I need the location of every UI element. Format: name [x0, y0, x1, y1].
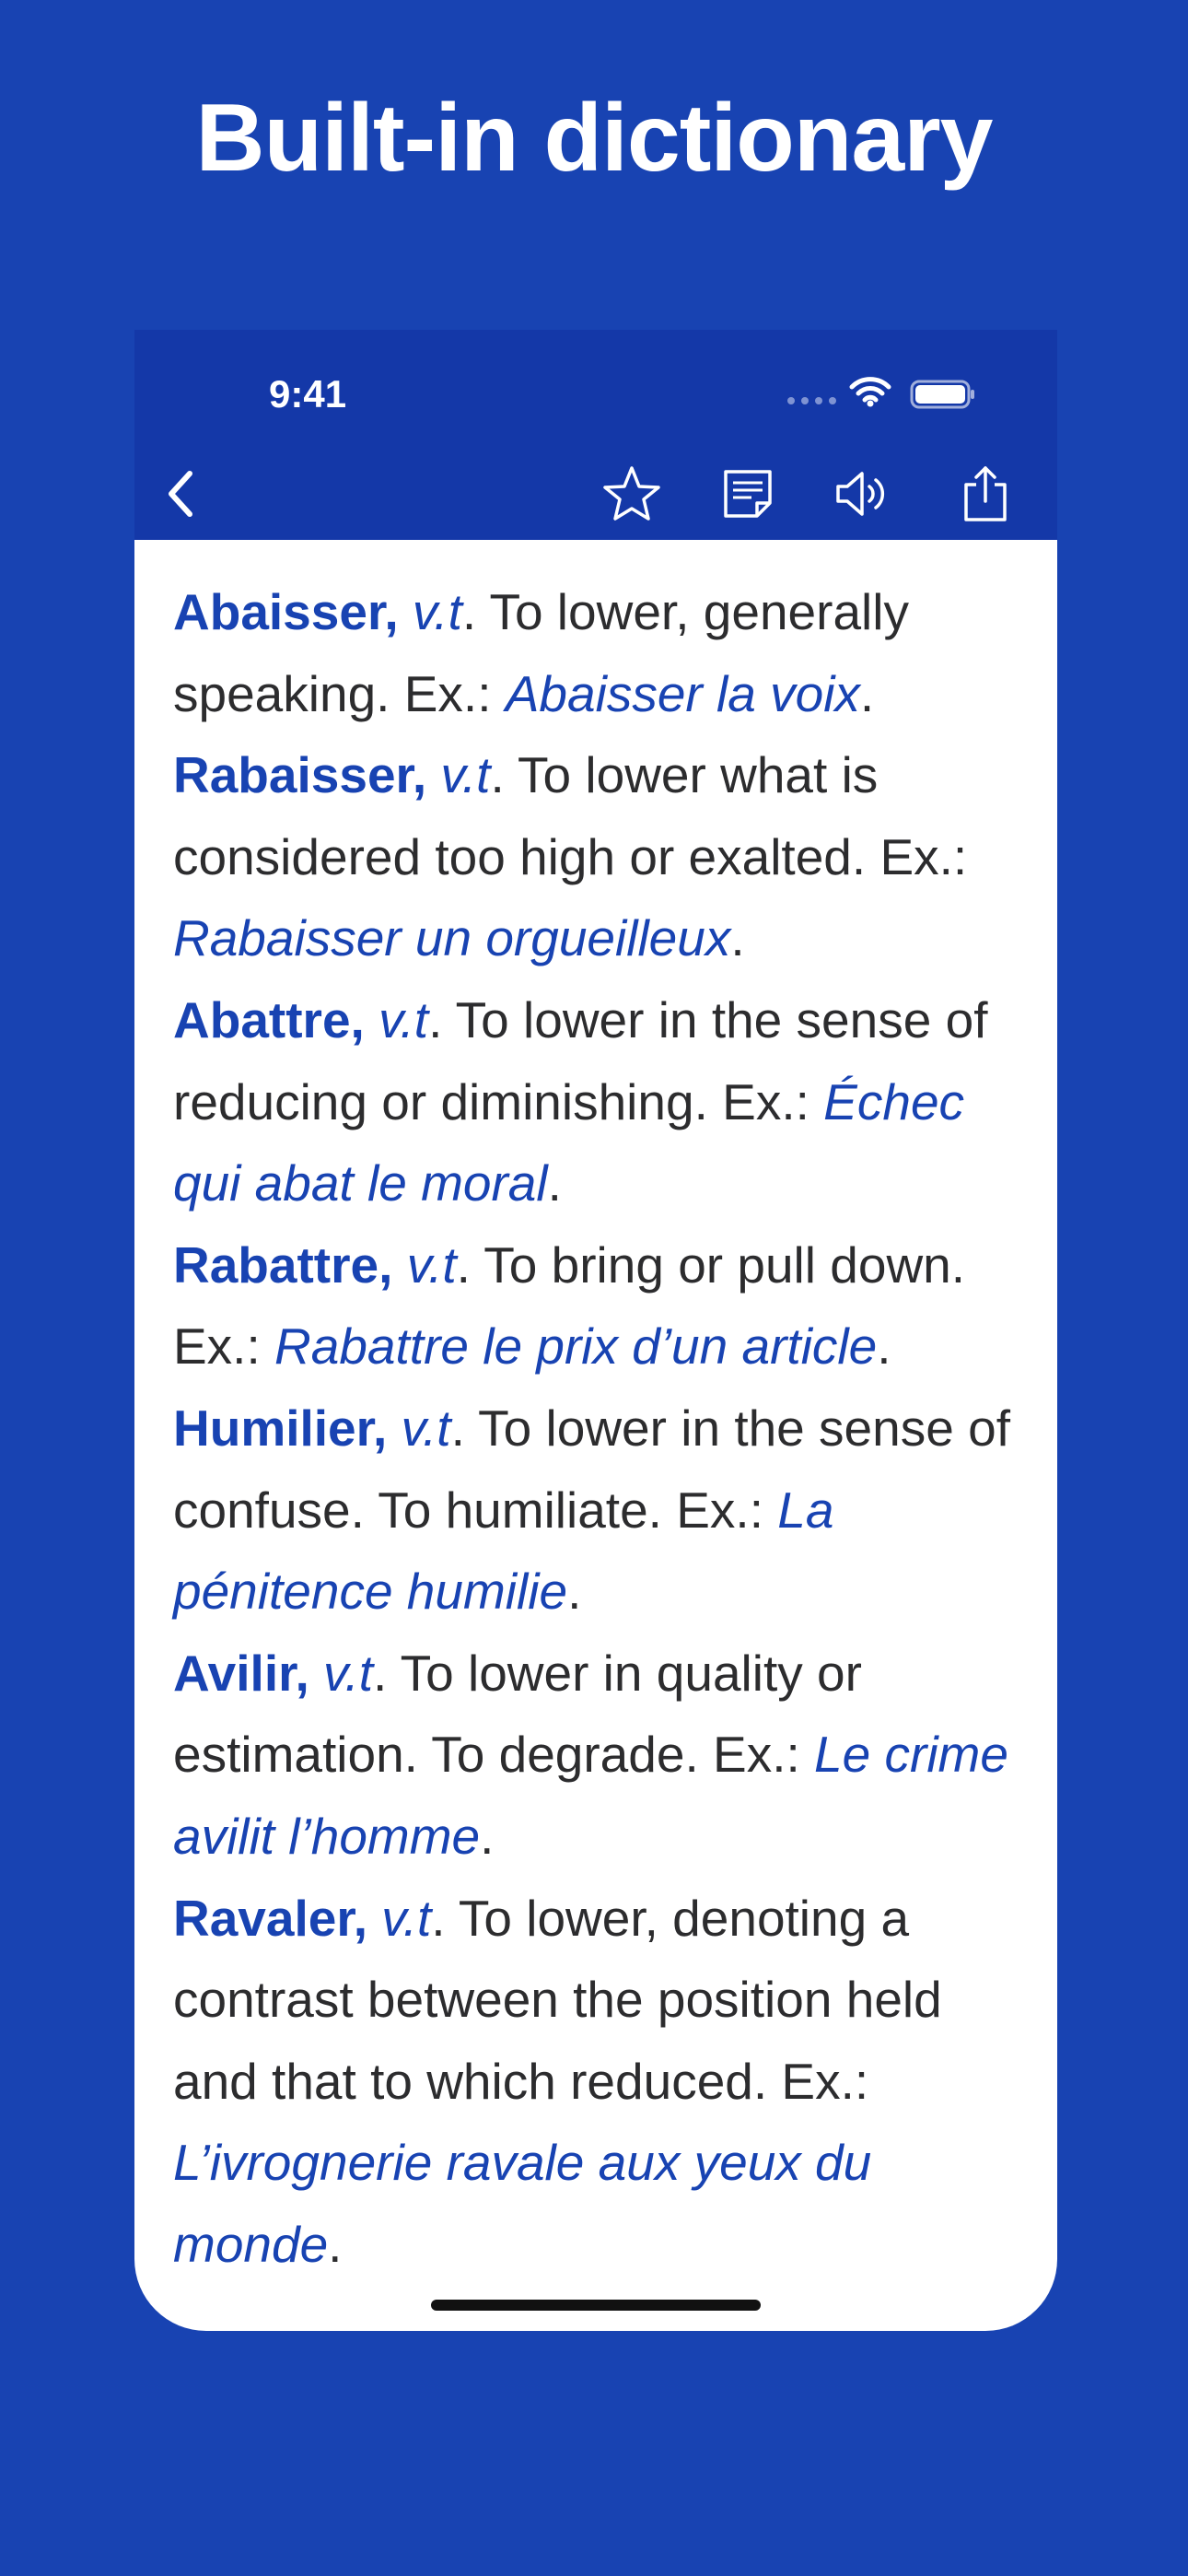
entry-example: Rabattre le prix d’un article — [274, 1317, 878, 1376]
dictionary-entry — [173, 1388, 1030, 1633]
entry-term: Rabaisser, — [173, 746, 427, 804]
entry-example: Rabaisser un orgueilleux — [173, 909, 731, 967]
entry-term: Abattre, — [173, 990, 365, 1048]
entry-end: . — [567, 1563, 582, 1621]
dictionary-entry — [173, 734, 1030, 979]
dictionary-entry — [173, 1224, 1030, 1388]
dictionary-entry — [173, 979, 1030, 1224]
dictionary-entry — [173, 571, 1030, 734]
entry-definition: . To lower, denoting a contrast between the position held and that to which reduced. Ex.: — [173, 1889, 942, 2110]
speaker-icon — [834, 468, 890, 520]
entry-term: Ravaler, — [173, 1889, 368, 1947]
dictionary-entry — [173, 1633, 1030, 1878]
status-time: 9:41 — [269, 372, 347, 416]
entry-end: . — [328, 2215, 343, 2273]
entry-part-of-speech: v.t — [406, 1235, 457, 1294]
star-icon — [602, 465, 661, 522]
dictionary-entry — [173, 1878, 1030, 2286]
entry-end: . — [859, 664, 875, 722]
entry-end: . — [730, 909, 745, 967]
favorite-button[interactable] — [597, 459, 667, 529]
entry-example: Échec qui abat le moral — [173, 1072, 965, 1212]
entry-definition: . To lower in the sense of reducing or diminishing. Ex.: — [173, 990, 988, 1130]
entry-end: . — [877, 1317, 891, 1376]
pronounce-button[interactable] — [827, 459, 897, 529]
entry-end: . — [547, 1154, 562, 1212]
entry-definition: . To lower what is considered too high or exalted. Ex.: — [173, 746, 968, 885]
entry-part-of-speech: v.t — [381, 1889, 432, 1947]
entry-term: Avilir, — [173, 1644, 309, 1702]
entry-definition: . To lower in the sense of confuse. To humiliate. Ex.: — [173, 1399, 1010, 1539]
back-button[interactable] — [146, 459, 215, 529]
battery-icon — [910, 380, 976, 409]
entry-part-of-speech: v.t — [323, 1644, 374, 1702]
share-icon — [961, 464, 1009, 523]
entry-part-of-speech: v.t — [440, 746, 491, 804]
entry-part-of-speech: v.t — [401, 1399, 451, 1457]
note-button[interactable] — [713, 459, 783, 529]
wifi-icon — [849, 376, 891, 407]
entry-term: Rabattre, — [173, 1235, 393, 1294]
entry-definition: . To lower, generally speaking. Ex.: — [173, 583, 909, 722]
promo-headline: Built-in dictionary — [195, 85, 993, 192]
entry-example: Le crime avilit l’homme — [173, 1726, 1008, 1865]
share-button[interactable] — [950, 459, 1020, 529]
entry-term: Abaisser, — [173, 583, 399, 640]
home-indicator[interactable] — [431, 2300, 761, 2311]
entry-part-of-speech: v.t — [412, 583, 462, 640]
phone-screen — [134, 330, 1057, 2331]
signal-dots-icon — [786, 396, 838, 405]
entry-example: L’ivrognerie ravale aux yeux du monde — [173, 2134, 872, 2273]
entry-example: Abaisser la voix — [505, 664, 860, 722]
entry-definition: . To lower in quality or estimation. To degrade. Ex.: — [173, 1644, 862, 1784]
back-chevron-icon — [162, 468, 199, 520]
entry-end: . — [480, 1807, 495, 1865]
entry-term: Humilier, — [173, 1399, 388, 1457]
entry-example: La pénitence humilie — [173, 1481, 834, 1621]
entry-definition: . To bring or pull down. Ex.: — [173, 1235, 966, 1376]
dictionary-content[interactable] — [173, 571, 1030, 2273]
navigation-bar — [134, 330, 1057, 540]
entry-part-of-speech: v.t — [379, 990, 429, 1048]
note-icon — [722, 468, 774, 520]
